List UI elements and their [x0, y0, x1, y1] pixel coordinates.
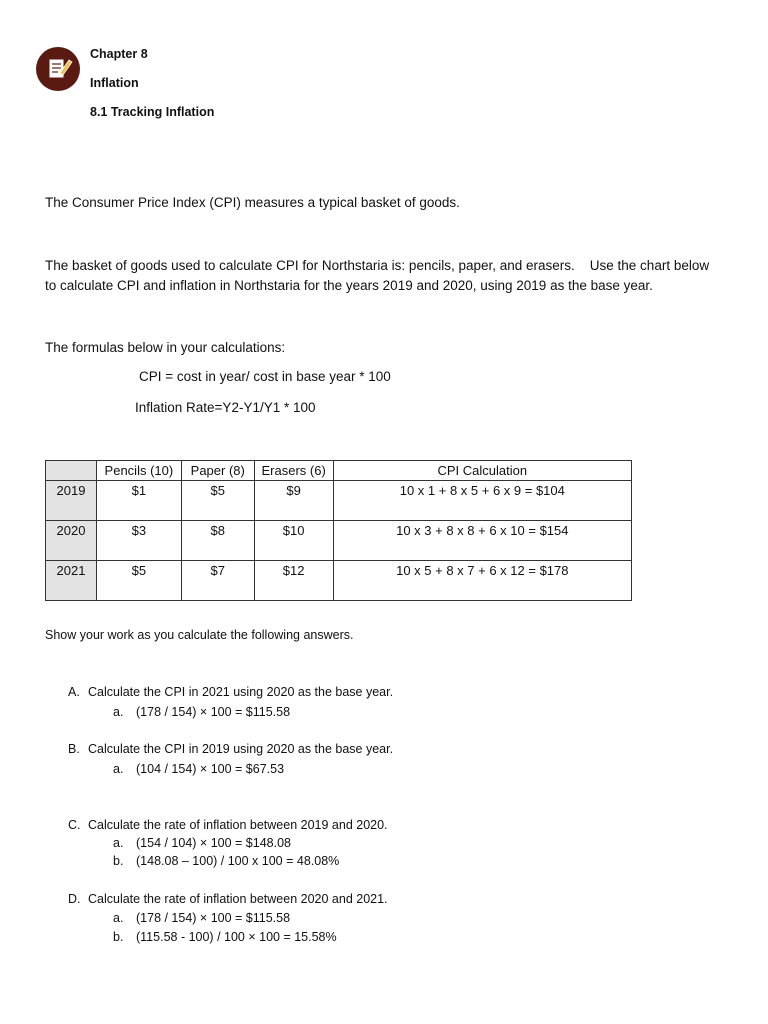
table-cell: $7 — [181, 561, 254, 601]
chapter-label: Chapter 8 — [90, 47, 148, 61]
table-cell: $9 — [254, 481, 333, 521]
cpi-table — [45, 460, 632, 601]
question-label: B. — [68, 742, 80, 756]
answer-text: (115.58 - 100) / 100 × 100 = 15.58% — [136, 930, 337, 944]
table-cell: $5 — [181, 481, 254, 521]
table-cell: $3 — [96, 521, 181, 561]
answer-label: b. — [113, 854, 124, 868]
answer-label: a. — [113, 762, 124, 776]
answer-label: a. — [113, 836, 124, 850]
answer-text: (178 / 154) × 100 = $115.58 — [136, 911, 291, 925]
table-cell: $5 — [96, 561, 181, 601]
answer-text: (104 / 154) × 100 = $67.53 — [136, 762, 285, 776]
question-b — [68, 742, 393, 756]
cpi-calculation-cell: 10 x 1 + 8 x 5 + 6 x 9 = $104 — [333, 481, 631, 521]
table-header-cell: CPI Calculation — [333, 461, 631, 481]
question-label: C. — [68, 818, 81, 832]
question-d — [68, 892, 388, 906]
question-a — [68, 685, 393, 699]
section-title: 8.1 Tracking Inflation — [90, 105, 215, 119]
pencil-paper-icon — [36, 47, 80, 91]
table-cell: $12 — [254, 561, 333, 601]
table-header-cell: Paper (8) — [181, 461, 254, 481]
year-cell: 2019 — [46, 481, 97, 521]
instructions-text: Show your work as you calculate the following answers. — [45, 628, 354, 642]
answer-d-b — [113, 930, 337, 944]
table-header-row — [46, 461, 632, 481]
table-header-cell: Erasers (6) — [254, 461, 333, 481]
answer-a-a — [113, 705, 290, 719]
answer-d-a — [113, 911, 290, 925]
basket-paragraph-line1: The basket of goods used to calculate CPI for Northstaria is: pencils, paper, and erasers. Use the chart below — [45, 258, 710, 273]
table-header-cell: Pencils (10) — [96, 461, 181, 481]
question-c — [68, 818, 388, 832]
table-row — [46, 521, 632, 561]
topic-label: Inflation — [90, 76, 139, 90]
answer-label: b. — [113, 930, 124, 944]
question-text: Calculate the CPI in 2019 using 2020 as the base year. — [88, 742, 394, 756]
question-text: Calculate the rate of inflation between 2020 and 2021. — [88, 892, 388, 906]
answer-text: (178 / 154) × 100 = $115.58 — [136, 705, 291, 719]
table-header-cell — [46, 461, 97, 481]
formulas-intro: The formulas below in your calculations: — [45, 340, 286, 355]
cpi-formula: CPI = cost in year/ cost in base year * 100 — [139, 369, 391, 384]
table-row — [46, 561, 632, 601]
basket-paragraph-line2: to calculate CPI and inflation in Northstaria for the years 2019 and 2020, using 2019 as the base year. — [45, 278, 653, 293]
answer-label: a. — [113, 705, 124, 719]
cpi-calculation-cell: 10 x 3 + 8 x 8 + 6 x 10 = $154 — [333, 521, 631, 561]
table-cell: $1 — [96, 481, 181, 521]
year-cell: 2021 — [46, 561, 97, 601]
answer-b-a — [113, 762, 284, 776]
question-label: D. — [68, 892, 81, 906]
year-cell: 2020 — [46, 521, 97, 561]
cpi-calculation-cell: 10 x 5 + 8 x 7 + 6 x 12 = $178 — [333, 561, 631, 601]
question-label: A. — [68, 685, 80, 699]
answer-c-b — [113, 854, 339, 868]
answer-c-a — [113, 836, 291, 850]
question-text: Calculate the CPI in 2021 using 2020 as the base year. — [88, 685, 394, 699]
table-cell: $10 — [254, 521, 333, 561]
inflation-formula: Inflation Rate=Y2-Y1/Y1 * 100 — [135, 400, 316, 415]
table-cell: $8 — [181, 521, 254, 561]
table-row — [46, 481, 632, 521]
answer-text: (148.08 – 100) / 100 x 100 = 48.08% — [136, 854, 340, 868]
answer-label: a. — [113, 911, 124, 925]
question-text: Calculate the rate of inflation between 2019 and 2020. — [88, 818, 388, 832]
intro-paragraph: The Consumer Price Index (CPI) measures a typical basket of goods. — [45, 195, 460, 210]
answer-text: (154 / 104) × 100 = $148.08 — [136, 836, 291, 850]
